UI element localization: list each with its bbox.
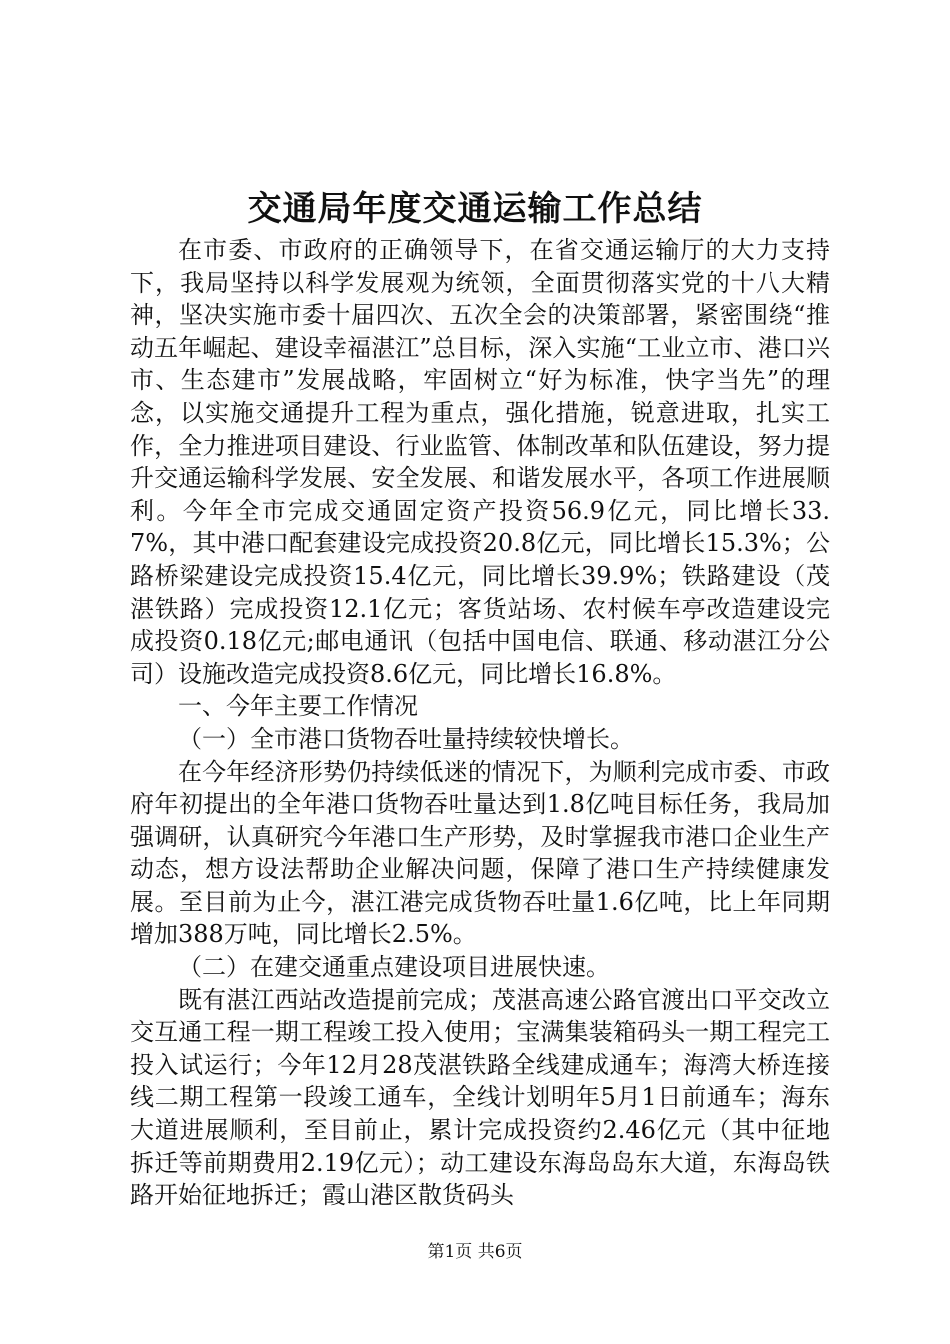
subsection-heading-port-throughput: （一）全市港口货物吞吐量持续较快增长。 <box>178 724 634 753</box>
paragraph-intro: 在市委、市政府的正确领导下，在省交通运输厅的大力支持下，我局坚持以科学发展观为统领，全面贯彻落实党的十八大精神，坚决实施市委十届四次、五次全会的决策部署，紧密围绕“推动五年崛起、建设幸福湛江”总目标，深入实施“工业立市、港口兴市、生态建市”发展战略，牢固树立“好为标准，快字当先”的理念，以实施交通提升工程为重点，强化措施，锐意进取，扎实工作，全力推进项目建设、行业监管、体制改革和队伍建设，努力提升交通运输科学发展、安全发展、和谐发展水平，各项工作进展顺利。今年全市完成交通固定资产投资56.9亿元，同比增长33.7%，其中港口配套建设完成投资20.8亿元，同比增长15.3%；公路桥梁建设完成投资15.4亿元，同比增长39.9%；铁路建设（茂湛铁路）完成投资12.1亿元；客货站场、农村候车亭改造建设完成投资0.18亿元;邮电通讯（包括中国电信、联通、移动湛江分公司）设施改造完成投资8.6亿元，同比增长16.8%。 <box>130 236 830 688</box>
page-number-footer: 第1页 共6页 <box>427 1242 523 1262</box>
section-heading-main-work: 一、今年主要工作情况 <box>178 692 418 721</box>
document-body <box>130 234 830 1212</box>
document-title: 交通局年度交通运输工作总结 <box>247 189 703 229</box>
subsection-heading-key-projects: （二）在建交通重点建设项目进展快速。 <box>178 953 610 982</box>
paragraph-port-throughput: 在今年经济形势仍持续低迷的情况下，为顺利完成市委、市政府年初提出的全年港口货物吞吐量达到1.8亿吨目标任务，我局加强调研，认真研究今年港口生产形势，及时掌握我市港口企业生产动态，想方设法帮助企业解决问题，保障了港口生产持续健康发展。至目前为止今，湛江港完成货物吞吐量1.6亿吨，比上年同期增加388万吨，同比增长2.5%。 <box>130 757 830 949</box>
paragraph-key-projects: 既有湛江西站改造提前完成；茂湛高速公路官渡出口平交改立交互通工程一期工程竣工投入使用；宝满集装箱码头一期工程完工投入试运行；今年12月28茂湛铁路全线建成通车；海湾大桥连接线二期工程第一段竣工通车，全线计划明年5月1日前通车；海东大道进展顺利，至目前止，累计完成投资约2.46亿元（其中征地拆迁等前期费用2.19亿元）；动工建设东海岛岛东大道，东海岛铁路开始征地拆迁；霞山港区散货码头 <box>130 985 830 1210</box>
